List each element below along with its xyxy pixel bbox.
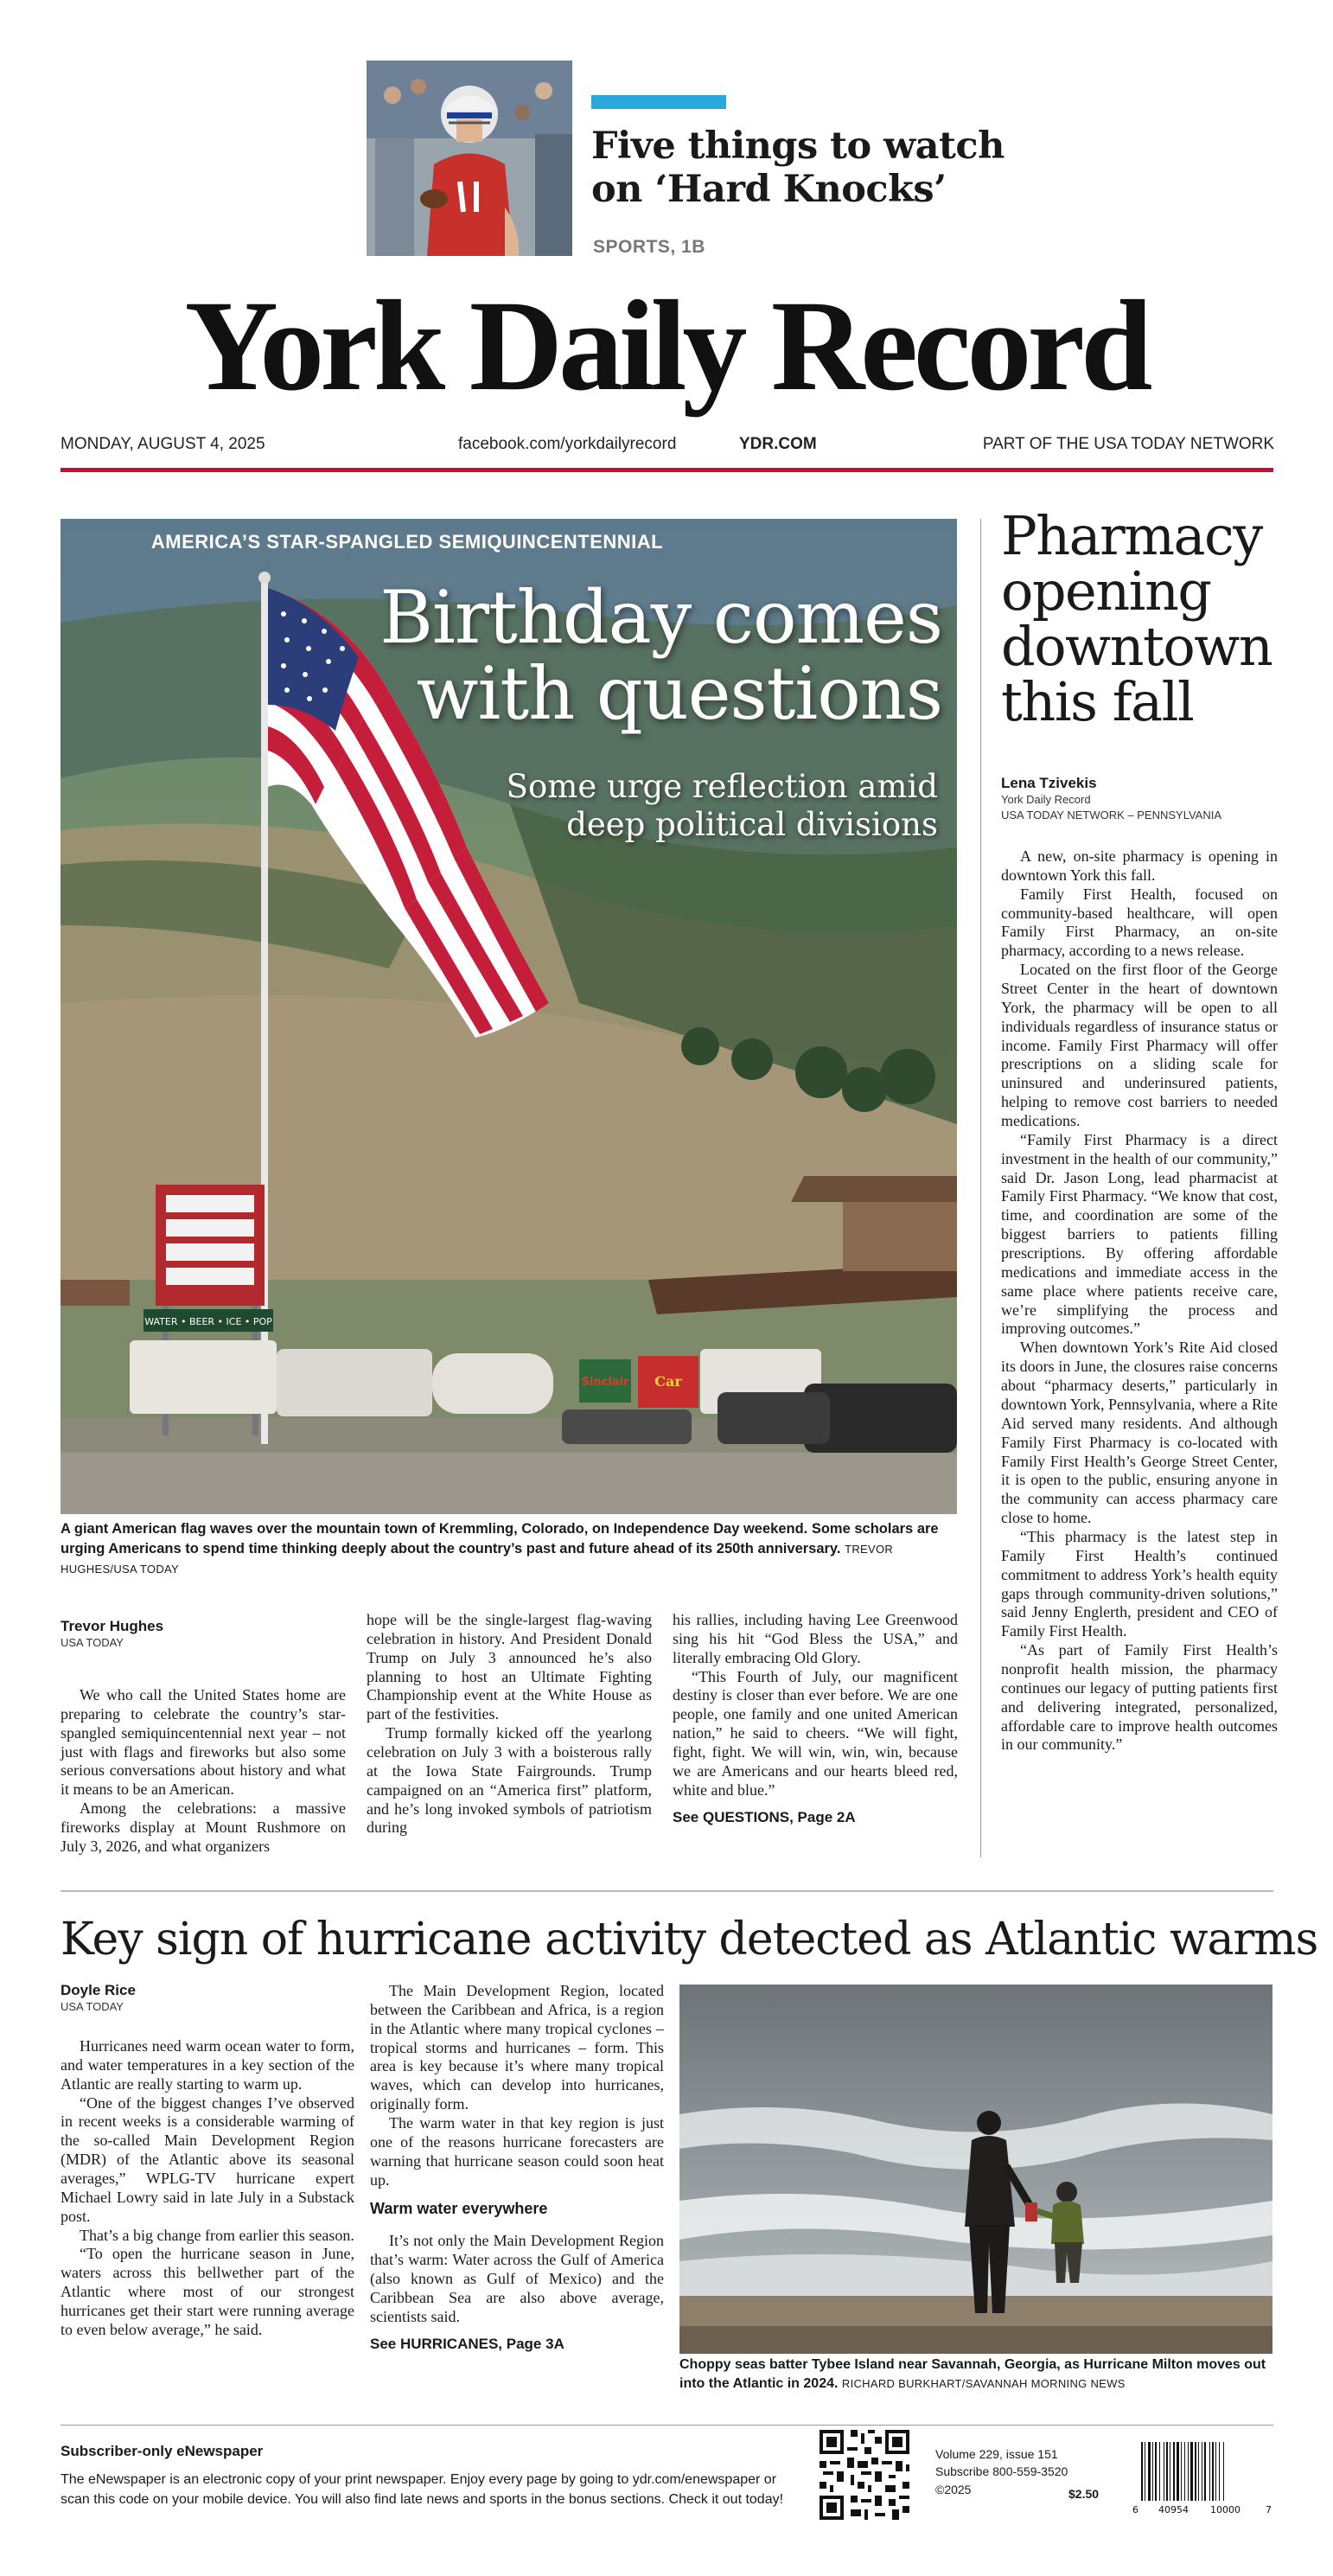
football-player-image: [367, 61, 572, 256]
masthead-title: York Daily Record: [184, 274, 1149, 418]
barcode-bar: [1215, 2442, 1216, 2501]
paragraph: Among the celebrations: a massive fireworks display at Mount Rushmore on July 3, 2026, and what organizers: [61, 1799, 346, 1855]
subscribe-phone: Subscribe 800-559-3520: [935, 2464, 1068, 2479]
barcode-digits: 10000: [1210, 2504, 1241, 2515]
barcode-bar: [1159, 2442, 1160, 2501]
barcode-bar: [1209, 2442, 1210, 2501]
lead-photo-caption: [61, 1519, 957, 1579]
beach-surf-image: [679, 1985, 1272, 2354]
hurricane-photo[interactable]: [679, 1985, 1272, 2354]
author-organization: York Daily Record: [1001, 793, 1091, 806]
lead-column-1: [61, 1686, 346, 1857]
lead-byline: [61, 1618, 346, 1651]
lead-deck: Some urge reflection amid deep political divisions: [506, 768, 938, 844]
barcode-bar: [1198, 2442, 1199, 2501]
barcode-graphic: [1131, 2440, 1274, 2515]
website-link[interactable]: YDR.COM: [739, 435, 817, 453]
volume-issue: Volume 229, issue 151: [935, 2447, 1058, 2461]
paragraph: his rallies, including having Lee Greenwood sing his hit “God Bless the USA,” and literally embracing Old Glory.: [673, 1611, 958, 1666]
barcode-bar: [1223, 2442, 1224, 2501]
paragraph: “As part of Family First Health’s nonprofit health mission, the pharmacy continues our legacy of putting patients first and delivering integrated, personalized, affordable care to improve health outcomes in our community.”: [1001, 1641, 1278, 1754]
barcode-bar: [1184, 2442, 1185, 2501]
paragraph: “Family First Pharmacy is a direct investment in the health of our community,” said Dr. Jason Long, lead pharmacist at Family First Pharmacy. “We know that cost, time, and coordination are some of the biggest barriers to patients filling prescriptions. By offering affordable medications and immediate access in the same place where patients receive care, we’re simplifying the process and improving outcomes.”: [1001, 1130, 1278, 1338]
hurricane-photo-caption: [679, 2355, 1276, 2394]
paragraph: The Main Development Region, located between the Caribbean and Africa, is a region in the Atlantic where many tropical cyclones – tropical storms and hurricanes – form. This area is key because it’s where many tropical waves, which can develop into hurricanes, originally form.: [370, 1982, 664, 2113]
paragraph: “One of the biggest changes I’ve observed in recent weeks is a considerable warming of the so-called Main Development Region (MDR) of the Atlantic above its seasonal averages,” WPLG-TV hurricane expert Michael Lowry said in late July in a Substack post.: [61, 2093, 354, 2225]
price: $2.50: [1068, 2487, 1100, 2501]
barcode-bar: [1190, 2442, 1193, 2501]
subhead: Warm water everywhere: [370, 2200, 548, 2218]
paragraph: That’s a big change from earlier this season.: [80, 2226, 354, 2244]
paragraph: Hurricanes need warm ocean water to form, and water temperatures in a key section of the Atlantic are really starting to warm up.: [61, 2037, 354, 2093]
author-name: Trevor Hughes: [61, 1618, 164, 1634]
facebook-link[interactable]: facebook.com/yorkdailyrecord: [458, 435, 677, 453]
paragraph: A new, on-site pharmacy is opening in downtown York this fall.: [1001, 847, 1278, 884]
jump-link[interactable]: See QUESTIONS, Page 2A: [673, 1808, 856, 1825]
lead-column-3: [673, 1611, 958, 1826]
hurricane-headline[interactable]: Key sign of hurricane activity detected as Atlantic warms: [61, 1914, 1318, 1966]
subscriber-text: The eNewspaper is an electronic copy of your print newspaper. Enjoy every page by going to ydr.com/enewspaper or scan this code on your mobile device. You will also find late news and sports in the bonus sections. Check it out today!: [61, 2472, 784, 2508]
paragraph: hope will be the single-largest flag-waving celebration in history. And President Donald Trump on July 3 announced he’s also planning to host an Ultimate Fighting Championship event at the White House as part of the festivities.: [367, 1611, 652, 1723]
hurricane-byline: [61, 1982, 346, 2015]
barcode-bar: [1152, 2442, 1153, 2501]
barcode-bar: [1166, 2442, 1168, 2501]
photo-sign-text: Car: [654, 1373, 682, 1390]
author-name: Doyle Rice: [61, 1982, 136, 1998]
barcode-bar: [1212, 2442, 1214, 2501]
photo-credit: TREVOR HUGHES/USA TODAY: [61, 1543, 894, 1576]
barcode-bar: [1219, 2442, 1220, 2501]
barcode-bar: [1195, 2442, 1196, 2501]
footer-rule: [61, 2425, 1273, 2426]
paragraph: It’s not only the Main Development Region that’s warm: Water across the Gulf of America (also known as Gulf of Mexico) and the Caribbean Sea are also above average, scientists said.: [370, 2232, 664, 2325]
paragraph: Trump formally kicked off the yearlong celebration on July 3 with a boisterous rally at the Iowa State Fairgrounds. Trump campaigned on an “America first” platform, and he’s long invoked symbols of patriotism during: [367, 1724, 652, 1837]
author-organization: USA TODAY: [61, 2000, 124, 2013]
photo-sign-text: WATER • BEER • ICE • POP: [144, 1316, 272, 1327]
photo-sign-text: Sinclair: [581, 1376, 629, 1389]
barcode-bar: [1177, 2442, 1179, 2501]
paragraph: “This Fourth of July, our magnificent destiny is closer than ever before. We are one people, one family and one united American nation,” he said to cheers. “We will fight, fight, fight. We will win, win, win, because we are Americans and our hearts bleed red, white and blue.”: [673, 1667, 958, 1799]
caption-text: Choppy seas batter Tybee Island near Savannah, Georgia, as Hurricane Milton moves out into the Atlantic in 2024.: [679, 2357, 1266, 2392]
paragraph: Family First Health, focused on community-based healthcare, will open Family First Pharmacy, an on-site pharmacy, according to a news release.: [1001, 885, 1278, 960]
qr-code[interactable]: [816, 2426, 913, 2523]
barcode-digits: 40954: [1158, 2504, 1189, 2515]
hurricane-column-1: [61, 2037, 354, 2340]
barcode-bar: [1155, 2442, 1157, 2501]
paragraph: When downtown York’s Rite Aid closed its doors in June, the closures raise concerns about “pharmacy deserts,” particularly in downtown York, Pennsylvania, where a Rite Aid served many residents. And although Family First Pharmacy is co-located with Family First Health’s George Street Center, it is open to the public, ensuring anyone in the community can access pharmacy care close to home.: [1001, 1339, 1278, 1527]
paragraph: The warm water in that key region is just one of the reasons hurricane forecasters are warning that hurricane season could soon heat up.: [370, 2114, 664, 2189]
photo-credit: RICHARD BURKHART/SAVANNAH MORNING NEWS: [841, 2377, 1126, 2391]
author-network: USA TODAY NETWORK – PENNSYLVANIA: [1001, 809, 1222, 822]
author-organization: USA TODAY: [61, 1636, 124, 1649]
network-label: PART OF THE USA TODAY NETWORK: [982, 435, 1274, 453]
barcode-digit: 7: [1266, 2504, 1272, 2515]
subscriber-title: Subscriber-only eNewspaper: [61, 2443, 264, 2459]
copyright: ©2025: [935, 2482, 972, 2496]
author-name: Lena Tzivekis: [1001, 775, 1097, 791]
jump-link[interactable]: See HURRICANES, Page 3A: [370, 2335, 564, 2352]
barcode-bar: [1204, 2442, 1206, 2501]
barcode: [1131, 2440, 1274, 2515]
rail-divider: [980, 519, 981, 1857]
teaser-headline[interactable]: Five things to watch on ‘Hard Knocks’: [591, 125, 1005, 212]
paragraph: “To open the hurricane season in June, waters across this bellwether part of the Atlantic where most of our strongest hurricanes get their start were running average to even below average,” he said.: [61, 2245, 354, 2338]
barcode-bar: [1141, 2442, 1143, 2501]
masthead-rule: [61, 468, 1273, 472]
lead-column-2: [367, 1611, 652, 1838]
lead-kicker: AMERICA’S STAR-SPANGLED SEMIQUINCENTENNIAL: [150, 531, 664, 553]
pharmacy-byline: [1001, 775, 1278, 823]
publication-date: MONDAY, AUGUST 4, 2025: [61, 435, 265, 453]
pharmacy-body: [1001, 847, 1278, 1755]
barcode-digit: 6: [1132, 2504, 1138, 2515]
teaser-section-reference: SPORTS, 1B: [593, 237, 705, 257]
paragraph: We who call the United States home are preparing to celebrate the country’s star-spangled semiquincentennial next year – not just with flags and fireworks but also some serious conversations about history and what it means to be an American.: [61, 1686, 346, 1799]
qr-code-graphic: [816, 2426, 913, 2523]
caption-text: A giant American flag waves over the mountain town of Kremmling, Colorado, on Independence Day weekend. Some scholars are urging Americans to spend time thinking deeply about the country’s past and future ahead of its 250th anniversary.: [61, 1521, 939, 1557]
section-divider: [61, 1890, 1273, 1892]
paragraph: Located on the first floor of the George Street Center in the heart of downtown York, the pharmacy will be open to all individuals regardless of insurance status or income. Family First Pharmacy will offer prescriptions on a sliding scale for uninsured and underinsured patients, helping to remove cost barriers to needed medications.: [1001, 961, 1278, 1130]
lead-headline[interactable]: Birthday comes with questions: [379, 575, 942, 737]
barcode-bar: [1148, 2442, 1151, 2501]
paragraph: “This pharmacy is the latest step in Family First Health’s continued commitment to address York’s health equity gaps through community-driven solutions,” said Jenny Englerth, president and CEO of Family First Health.: [1001, 1527, 1278, 1640]
barcode-bar: [1173, 2442, 1175, 2501]
pharmacy-headline[interactable]: Pharmacy opening downtown this fall: [1001, 504, 1272, 733]
teaser-photo[interactable]: [367, 61, 572, 256]
barcode-bar: [1181, 2442, 1182, 2501]
hurricane-column-2: [370, 1982, 664, 2353]
teaser-accent-bar: [591, 95, 726, 109]
barcode-bar: [1188, 2442, 1189, 2501]
